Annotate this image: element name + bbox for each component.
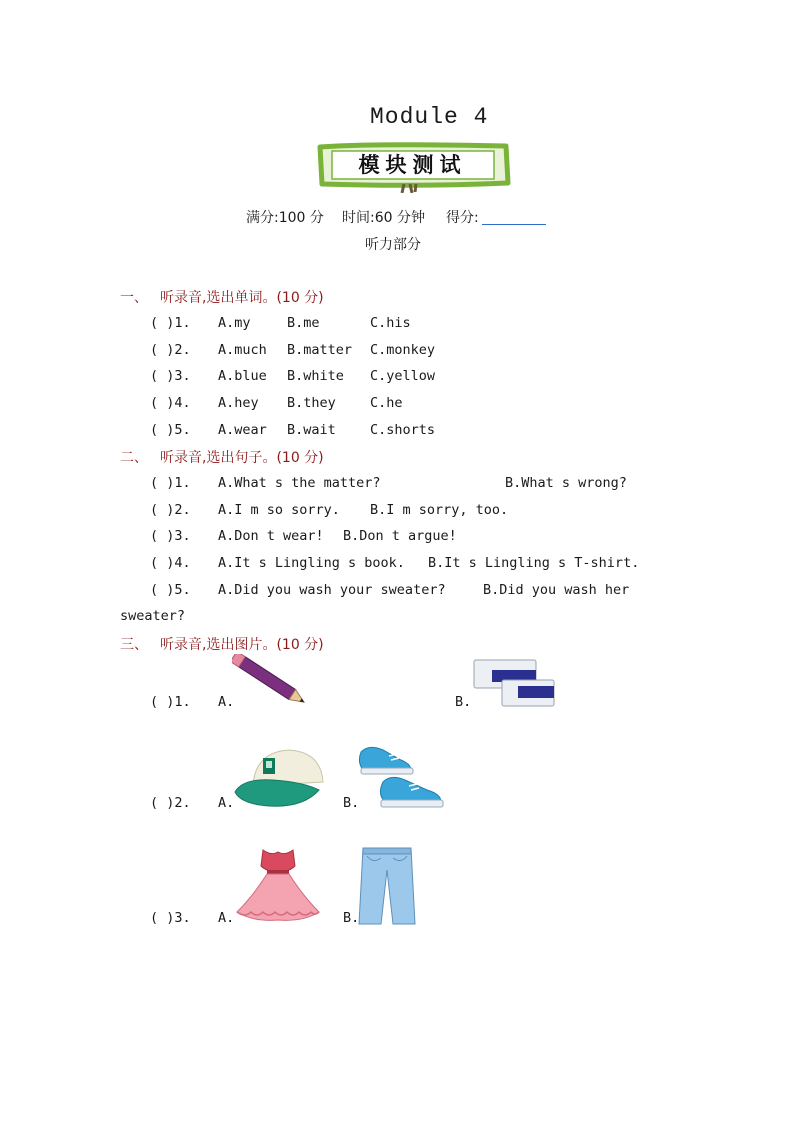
option-a: A. [218,694,235,710]
section-2-number: 二、 [120,450,148,466]
option-b: B.It s Lingling s T-shirt. [428,555,640,571]
option-b: B.they [287,395,336,411]
section-1-title: 听录音,选出单词。(10 分) [160,290,324,306]
section-1-number: 一、 [120,290,148,306]
listening-part-label: 听力部分 [365,237,421,253]
section-2-title: 听录音,选出句子。(10 分) [160,450,324,466]
option-a: A.Don t wear! [218,528,324,544]
option-b: B. [343,910,360,926]
question-number[interactable]: ( )1. [150,694,191,710]
module-test-banner [316,141,511,193]
option-c: C.monkey [370,342,436,358]
dress-icon [233,846,323,930]
option-b: B.matter [287,342,353,358]
option-a: A.wear [218,422,267,438]
jeans-icon [357,846,417,930]
question-number[interactable]: ( )1. [150,315,191,331]
option-b: B.me [287,315,320,331]
question-number[interactable]: ( )2. [150,502,191,518]
time-limit: 时间:60 分钟 [342,210,425,226]
option-c: C.shorts [370,422,436,438]
option-b: B.What s wrong? [505,475,627,491]
option-b: B.Did you wash her [483,582,630,598]
option-b: B. [343,795,360,811]
section-3-title: 听录音,选出图片。(10 分) [160,637,324,653]
question-number[interactable]: ( )5. [150,422,191,438]
page-title: Module 4 [370,104,489,130]
question-number[interactable]: ( )1. [150,475,191,491]
question-number[interactable]: ( )2. [150,795,191,811]
question-number[interactable]: ( )5. [150,582,191,598]
question-number[interactable]: ( )3. [150,528,191,544]
eraser-icon [470,656,558,714]
question-number[interactable]: ( )2. [150,342,191,358]
option-b: B.I m sorry, too. [370,502,509,518]
score-blank[interactable] [482,224,546,225]
score-label: 得分: [446,210,479,226]
option-c: C.he [370,395,403,411]
question-number[interactable]: ( )4. [150,395,191,411]
option-a: A.my [218,315,251,331]
sneakers-icon [357,742,447,816]
option-a: A.I m so sorry. [218,502,340,518]
option-b: B.wait [287,422,336,438]
banner-title: 模块测试 [358,153,467,177]
option-b-continued: sweater? [120,608,186,624]
option-a: A.blue [218,368,267,384]
question-number[interactable]: ( )4. [150,555,191,571]
option-a: A.hey [218,395,259,411]
option-a: A.What s the matter? [218,475,381,491]
option-a: A.much [218,342,267,358]
option-b: B. [455,694,472,710]
question-number[interactable]: ( )3. [150,910,191,926]
option-b: B.white [287,368,344,384]
section-3-number: 三、 [120,637,148,653]
option-c: C.his [370,315,411,331]
pencil-icon [232,654,314,714]
option-a: A.Did you wash your sweater? [218,582,446,598]
option-a: A.It s Lingling s book. [218,555,405,571]
option-c: C.yellow [370,368,436,384]
cap-icon [233,746,325,814]
option-a: A. [218,795,235,811]
full-score: 满分:100 分 [246,210,324,226]
question-number[interactable]: ( )3. [150,368,191,384]
option-a: A. [218,910,235,926]
option-b: B.Don t argue! [343,528,457,544]
